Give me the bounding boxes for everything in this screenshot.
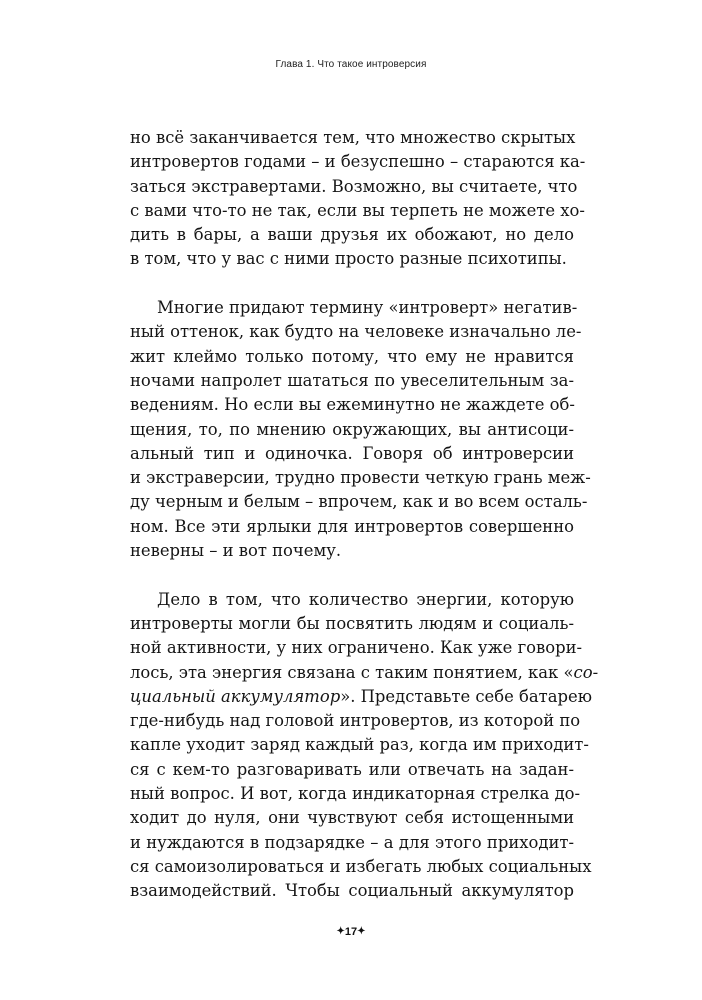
text-line: ся самоизолироваться и избегать любых социальных	[130, 856, 592, 876]
text-line: но всё заканчивается тем, что множество скрытых	[130, 128, 576, 147]
text-line: ной активности, у них ограничено. Как уже говори-	[130, 638, 583, 658]
text-line: в том, что у вас с ними просто разные психотипы.	[130, 249, 567, 269]
text-line: заться экстравертами. Возможно, вы считаете, что	[130, 176, 578, 196]
page-number-folio	[0, 926, 702, 938]
text-line: с вами что-то не так, если вы терпеть не можете хо-	[130, 200, 585, 220]
text-line: дить в бары, а ваши друзья их обожают, но дело	[130, 225, 574, 245]
star-ornament-icon: ✦	[336, 926, 345, 937]
text-line: ный оттенок, как будто на человеке изначально ле-	[130, 322, 582, 342]
text-line: Дело в том, что количество энергии, которую	[157, 589, 574, 609]
text-line: капле уходит заряд каждый раз, когда им приходит-	[130, 735, 589, 755]
text-line: ночами напролет шататься по увеселительным за-	[130, 370, 574, 390]
paragraph-gap	[130, 563, 574, 587]
paragraph-2	[130, 296, 591, 563]
text-line: интровертов годами – и безуспешно – стараются ка-	[130, 152, 586, 172]
text-line: лось, эта энергия связана с таким понятием, как «со-	[130, 662, 599, 682]
text-line: интроверты могли бы посвятить людям и социаль-	[130, 613, 574, 633]
paragraph-3	[130, 588, 599, 904]
text-line: ходит до нуля, они чувствуют себя истощенными	[130, 808, 574, 828]
text-line: Многие придают термину «интроверт» негатив-	[157, 298, 578, 318]
text-line: циальный аккумулятор». Представьте себе батарею	[130, 686, 592, 706]
text-line: ведениям. Но если вы ежеминутно не жаждете об-	[130, 395, 575, 415]
text-line: ный вопрос. И вот, когда индикаторная стрелка до-	[130, 784, 581, 804]
text-line: где-нибудь над головой интровертов, из которой по	[130, 711, 581, 731]
emphasis-term: со-	[573, 662, 599, 682]
text-line: ду черным и белым – впрочем, как и во всем осталь-	[130, 492, 588, 512]
text-line: и нуждаются в подзарядке – а для этого приходит-	[130, 832, 574, 852]
emphasis-term: циальный аккумулятор	[130, 686, 341, 706]
page-number: 17	[344, 926, 358, 938]
star-ornament-icon: ✦	[357, 926, 366, 937]
text-line: жит клеймо только потому, что ему не нравится	[130, 346, 574, 366]
paragraph-gap	[130, 272, 574, 296]
text-line: ном. Все эти ярлыки для интровертов совершенно	[130, 516, 574, 536]
text-line: ся с кем-то разговаривать или отвечать на задан-	[130, 759, 574, 779]
body-text	[130, 126, 599, 904]
text-line: неверны – и вот почему.	[130, 541, 342, 561]
text-line: и экстраверсии, трудно провести четкую грань меж-	[130, 468, 591, 488]
running-head: Глава 1. Что такое интроверсия	[275, 59, 427, 70]
text-line: взаимодействий. Чтобы социальный аккумулятор	[130, 881, 574, 901]
text-line: альный тип и одиночка. Говоря об интроверсии	[130, 443, 574, 463]
paragraph-1	[130, 126, 586, 272]
text-line: щения, то, по мнению окружающих, вы антисоци-	[130, 419, 574, 439]
